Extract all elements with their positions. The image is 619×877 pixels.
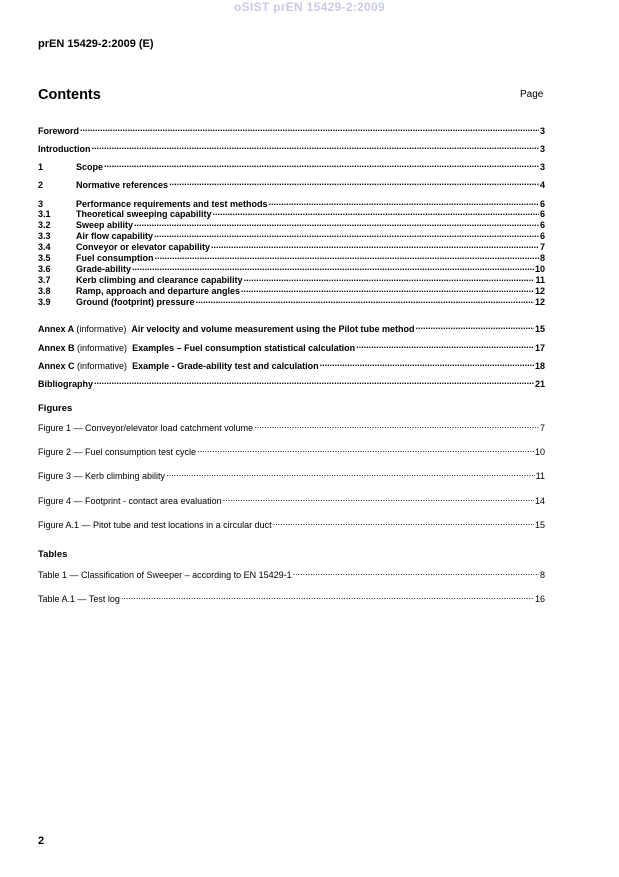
toc-entry-page: 8 [539, 253, 545, 263]
figures-heading: Figures [38, 403, 73, 414]
contents-title: Contents [38, 87, 101, 103]
toc-entry-title: Fuel consumption [76, 253, 154, 263]
toc-entry-page: 15 [534, 324, 545, 334]
toc-entry-page: 6 [539, 231, 545, 241]
dot-leader [166, 469, 535, 479]
figure-entry-title: Figure 2 — Fuel consumption test cycle [38, 447, 197, 457]
toc-entry-page: 7 [539, 242, 545, 252]
toc-entry-number: 3.6 [38, 264, 51, 274]
toc-entry-page: 21 [534, 379, 545, 389]
figure-entry[interactable] [38, 494, 545, 506]
toc-entry-number: 3 [38, 199, 44, 209]
table-entry-title: Table A.1 — Test log [38, 594, 120, 604]
figure-entry-title: Figure 4 — Footprint - contact area evaluation [38, 496, 222, 506]
figure-entry[interactable] [38, 469, 545, 481]
page-column-label: Page [520, 89, 544, 100]
dot-leader [154, 229, 539, 239]
dot-leader [80, 124, 539, 134]
dot-leader [211, 240, 539, 250]
toc-entry-page: 12 [534, 297, 545, 307]
toc-entry-title: Theoretical sweeping capability [76, 209, 212, 219]
toc-entry-title: Normative references [76, 180, 169, 190]
toc-entry-bibliography[interactable] [38, 377, 545, 389]
toc-entry-3-1[interactable] [38, 207, 545, 217]
toc-entry-page: 6 [539, 209, 545, 219]
figure-entry[interactable] [38, 518, 545, 530]
toc-entry-title: Foreword [38, 126, 80, 136]
dot-leader [155, 251, 539, 261]
toc-entry-title: Grade-ability [76, 264, 132, 274]
dot-leader [169, 178, 539, 188]
dot-leader [293, 568, 539, 578]
figure-entry-page: 10 [534, 447, 545, 457]
table-entry-title: Table 1 — Classification of Sweeper – according to EN 15429-1 [38, 570, 292, 580]
toc-entry-annex-b[interactable] [38, 341, 545, 353]
toc-entry-scope[interactable] [38, 160, 545, 172]
toc-entry-3-3[interactable] [38, 229, 545, 239]
figure-entry-title: Figure 1 — Conveyor/elevator load catchment volume [38, 423, 254, 433]
dot-leader [241, 284, 534, 294]
figure-entry[interactable] [38, 421, 545, 433]
toc-entry-page: 10 [534, 264, 545, 274]
watermark: oSIST prEN 15429-2:2009 [234, 0, 385, 14]
toc-entry-page: 12 [534, 286, 545, 296]
figure-entry[interactable] [38, 445, 545, 457]
toc-entry-3-7[interactable] [38, 273, 545, 283]
table-entry[interactable] [38, 568, 545, 580]
toc-entry-page: 3 [539, 144, 545, 154]
annex-label: Annex C (informative) Example - Grade-ability test and calculation [38, 361, 319, 371]
toc-entry-annex-a[interactable] [38, 322, 545, 334]
toc-entry-number: 2 [38, 180, 44, 190]
dot-leader [273, 518, 534, 528]
dot-leader [92, 142, 539, 152]
table-entry-page: 16 [534, 594, 545, 604]
toc-entry-title: Air flow capability [76, 231, 154, 241]
figure-entry-page: 7 [539, 423, 545, 433]
toc-entry-normative-references[interactable] [38, 178, 545, 190]
toc-entry-number: 3.9 [38, 297, 51, 307]
toc-entry-number: 3.1 [38, 209, 51, 219]
toc-entry-page: 18 [534, 361, 545, 371]
dot-leader [197, 445, 534, 455]
toc-entry-title: Ramp, approach and departure angles [76, 286, 241, 296]
toc-entry-number: 3.2 [38, 220, 51, 230]
toc-entry-3-2[interactable] [38, 218, 545, 228]
figure-entry-title: Figure 3 — Kerb climbing ability [38, 471, 166, 481]
dot-leader [244, 273, 535, 283]
dot-leader [269, 197, 539, 207]
toc-entry-page: 6 [539, 199, 545, 209]
toc-entry-number: 3.4 [38, 242, 51, 252]
toc-entry-title: Introduction [38, 144, 91, 154]
toc-entry-page: 4 [539, 180, 545, 190]
annex-label: Annex A (informative) Air velocity and volume measurement using the Pilot tube method [38, 324, 415, 334]
toc-entry-number: 3.7 [38, 275, 51, 285]
toc-entry-performance[interactable] [38, 197, 545, 207]
toc-entry-annex-c[interactable] [38, 359, 545, 371]
toc-entry-title: Ground (footprint) pressure [76, 297, 195, 307]
dot-leader [94, 377, 534, 387]
toc-entry-title: Conveyor or elevator capability [76, 242, 211, 252]
toc-entry-3-5[interactable] [38, 251, 545, 261]
table-entry[interactable] [38, 592, 545, 604]
toc-entry-introduction[interactable] [38, 142, 545, 154]
dot-leader [356, 341, 534, 351]
dot-leader [196, 295, 534, 305]
figure-entry-page: 11 [535, 471, 545, 481]
annex-label: Annex B (informative) Examples – Fuel consumption statistical calculation [38, 343, 356, 353]
toc-entry-title: Sweep ability [76, 220, 134, 230]
toc-entry-3-8[interactable] [38, 284, 545, 294]
toc-entry-3-9[interactable] [38, 295, 545, 305]
toc-entry-page: 11 [535, 275, 545, 285]
dot-leader [121, 592, 534, 602]
toc-entry-3-6[interactable] [38, 262, 545, 272]
toc-entry-foreword[interactable] [38, 124, 545, 136]
toc-entry-title: Scope [76, 162, 104, 172]
figure-entry-title: Figure A.1 — Pitot tube and test locations in a circular duct [38, 520, 272, 530]
toc-entry-number: 3.5 [38, 253, 51, 263]
dot-leader [104, 160, 539, 170]
figure-entry-page: 14 [534, 496, 545, 506]
document-id: prEN 15429-2:2009 (E) [38, 38, 154, 50]
page-number: 2 [38, 835, 45, 847]
toc-entry-page: 6 [539, 220, 545, 230]
dot-leader [223, 494, 534, 504]
toc-entry-title: Bibliography [38, 379, 94, 389]
toc-entry-page: 17 [534, 343, 545, 353]
toc-entry-number: 3.3 [38, 231, 51, 241]
toc-entry-page: 3 [539, 162, 545, 172]
dot-leader [320, 359, 534, 369]
toc-entry-title: Kerb climbing and clearance capability [76, 275, 243, 285]
toc-entry-title: Performance requirements and test methods [76, 199, 268, 209]
dot-leader [213, 207, 539, 217]
dot-leader [254, 421, 539, 431]
tables-heading: Tables [38, 549, 68, 560]
table-entry-page: 8 [539, 570, 545, 580]
dot-leader [415, 322, 534, 332]
dot-leader [132, 262, 534, 272]
toc-entry-page: 3 [539, 126, 545, 136]
toc-entry-number: 3.8 [38, 286, 51, 296]
toc-entry-3-4[interactable] [38, 240, 545, 250]
figure-entry-page: 15 [534, 520, 545, 530]
dot-leader [134, 218, 539, 228]
toc-entry-number: 1 [38, 162, 44, 172]
